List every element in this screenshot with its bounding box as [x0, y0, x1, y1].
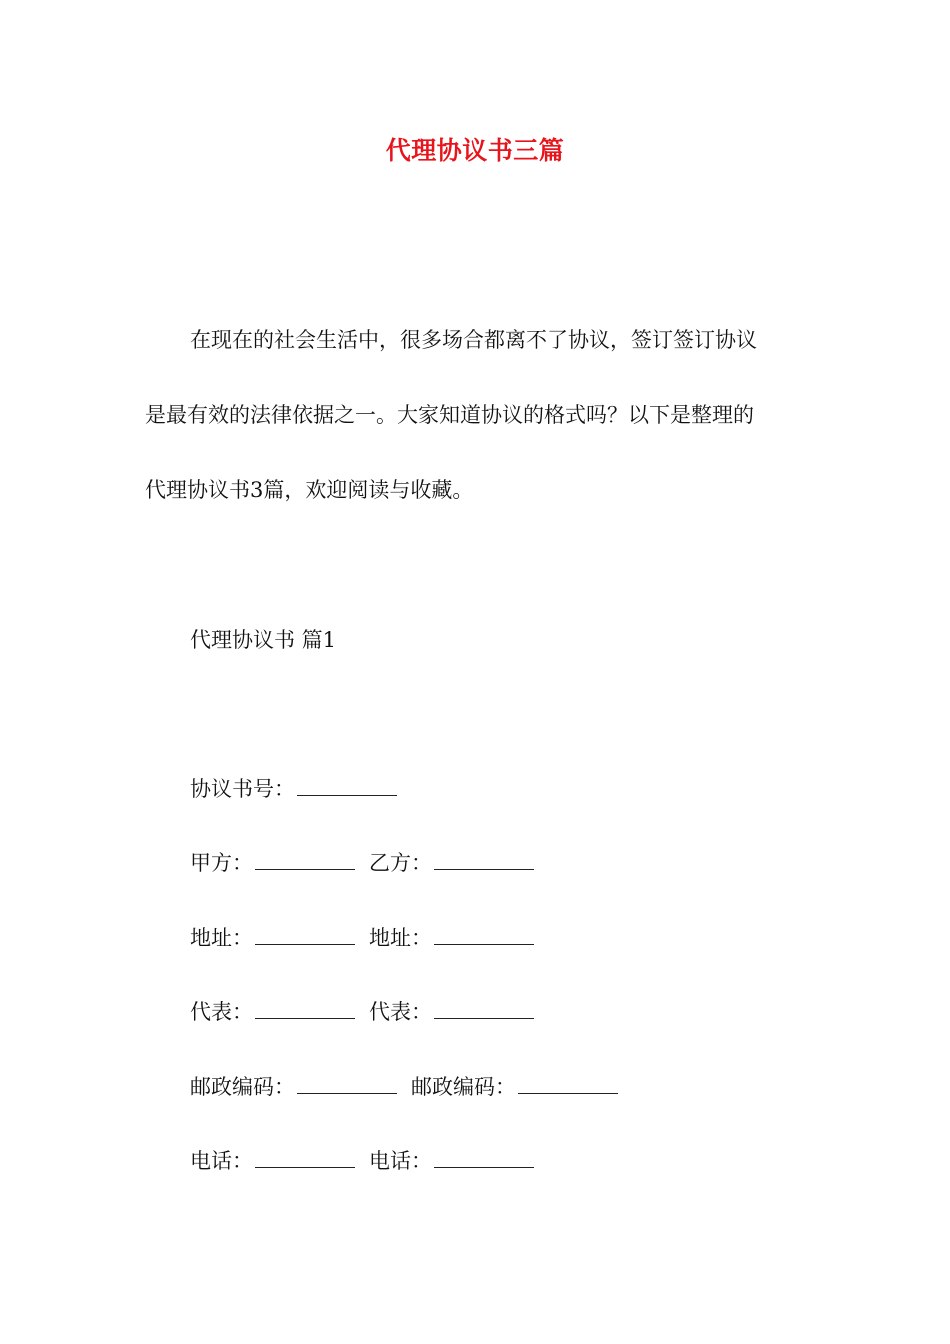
representative-a-label: 代表：	[190, 1000, 253, 1024]
intro-line-2: 是最有效的法律依据之一。大家知道协议的格式吗？以下是整理的	[145, 403, 754, 427]
postcode-row	[190, 1072, 618, 1102]
representative-a-blank[interactable]	[255, 998, 355, 1019]
postcode-a-label: 邮政编码：	[190, 1075, 295, 1099]
section-heading: 代理协议书 篇1	[190, 628, 337, 652]
phone-a-label: 电话：	[190, 1149, 253, 1173]
party-a-label: 甲方：	[190, 851, 253, 875]
agreement-number-row	[190, 774, 397, 804]
phone-a-blank[interactable]	[255, 1147, 355, 1168]
address-b-blank[interactable]	[434, 924, 534, 945]
representative-b-blank[interactable]	[434, 998, 534, 1019]
party-b-blank[interactable]	[434, 849, 534, 870]
postcode-a-blank[interactable]	[297, 1073, 397, 1094]
party-a-blank[interactable]	[255, 849, 355, 870]
representative-row	[190, 997, 534, 1027]
address-row	[190, 923, 534, 953]
party-row	[190, 848, 534, 878]
address-a-blank[interactable]	[255, 924, 355, 945]
postcode-b-label: 邮政编码：	[411, 1075, 516, 1099]
phone-b-blank[interactable]	[434, 1147, 534, 1168]
phone-row	[190, 1146, 534, 1176]
agreement-number-blank[interactable]	[297, 775, 397, 796]
intro-line-3: 代理协议书3篇，欢迎阅读与收藏。	[145, 478, 474, 502]
address-b-label: 地址：	[369, 926, 432, 950]
address-a-label: 地址：	[190, 926, 253, 950]
postcode-b-blank[interactable]	[518, 1073, 618, 1094]
representative-b-label: 代表：	[369, 1000, 432, 1024]
agreement-number-label: 协议书号：	[190, 777, 295, 801]
document-title: 代理协议书三篇	[385, 136, 565, 165]
phone-b-label: 电话：	[369, 1149, 432, 1173]
party-b-label: 乙方：	[369, 851, 432, 875]
intro-line-1: 在现在的社会生活中，很多场合都离不了协议，签订签订协议	[190, 328, 757, 352]
